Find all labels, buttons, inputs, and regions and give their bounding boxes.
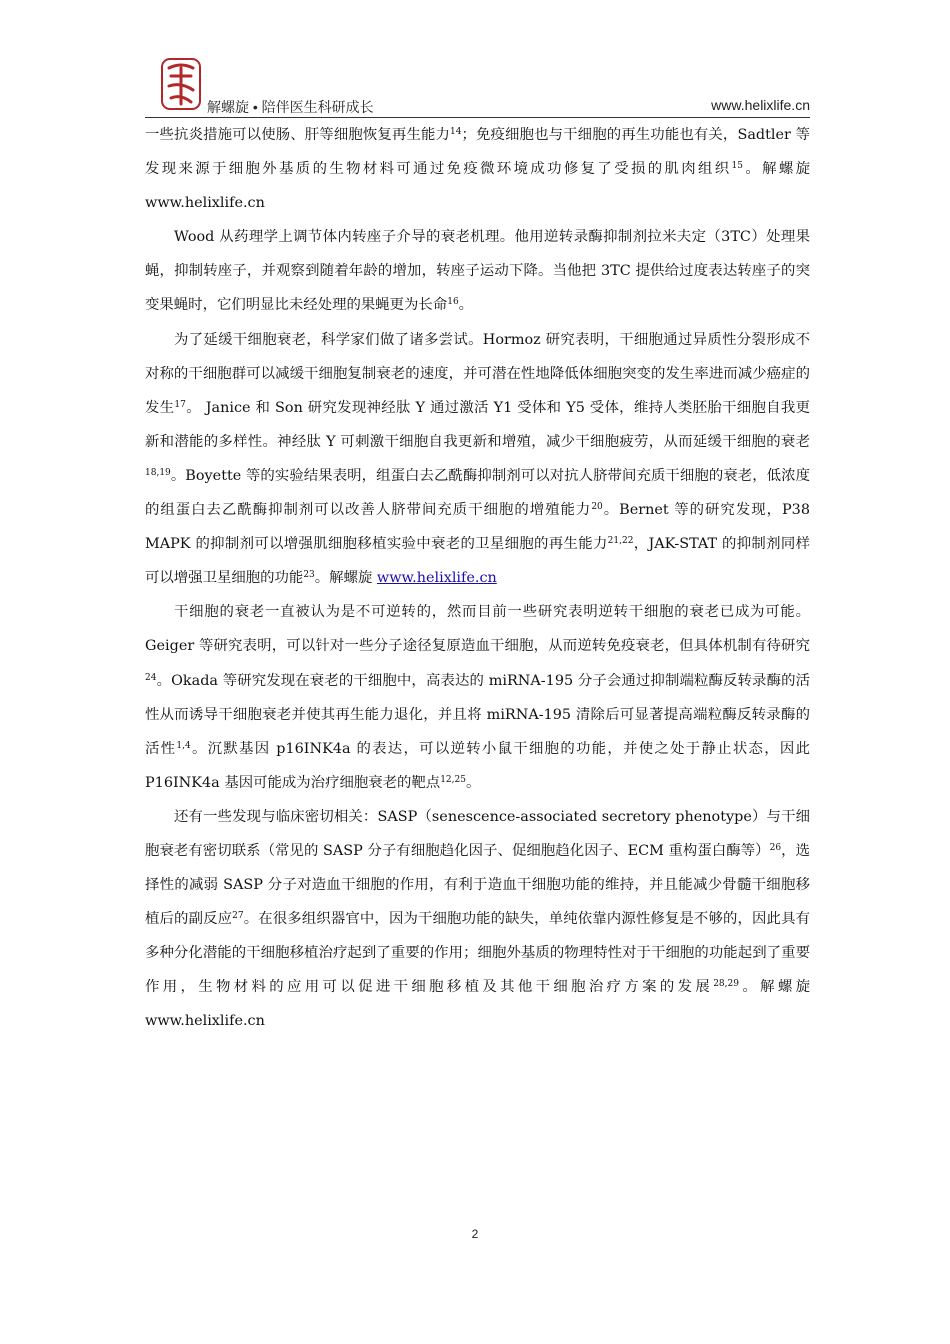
article-body [145, 118, 810, 1039]
paragraph-5: 还有一些发现与临床密切相关：SASP（senescence-associated secretory phenotype）与干细胞衰老有密切联系（常见的 SASP 分子有细胞趋化因子、促细胞趋化因子、ECM 重构蛋白酶等）$^{26}$，选择性的减弱 SASP 分子对造血干细胞的作用，有利于造血干细胞功能的维持，并且能减少骨髓干细胞移植后的副反应$^{27}$。在很多组织器官中，因为干细胞功能的缺失，单纯依靠内源性修复是不够的，因此具有多种分化潜能的干细胞移植治疗起到了重要的作用；细胞外基质的物理特性对于干细胞的功能起到了重要作用，生物材料的应用可以促进干细胞移植及其他干细胞治疗方案的发展$^{28,29}$。解螺旋 www.helixlife.cn [145, 808, 810, 1030]
paragraph-1: 一些抗炎措施可以使肠、肝等细胞恢复再生能力$^{14}$；免疫细胞也与干细胞的再生功能也有关，Sadtler 等发现来源于细胞外基质的生物材料可通过免疫微环境成功修复了受损的肌肉组织$^{15}$。解螺旋 www.helixlife.cn [145, 127, 810, 212]
header-website[interactable]: www.helixlife.cn [711, 97, 810, 113]
page-header [145, 56, 810, 118]
page-number: 2 [471, 1227, 479, 1241]
helix-seal-logo [159, 56, 203, 112]
header-slogan: 解螺旋 • 陪伴医生科研成长 [207, 99, 374, 115]
paragraph-3: 为了延缓干细胞衰老，科学家们做了诸多尝试。Hormoz 研究表明，干细胞通过异质性分裂形成不对称的干细胞群可以减缓干细胞复制衰老的速度，并可潜在性地降低体细胞突变的发生率进而减少癌症的发生$^{17}$。 Janice 和 Son 研究发现神经肽 Y 通过激活 Y1 受体和 Y5 受体，维持人类胚胎干细胞自我更新和潜能的多样性。神经肽 Y 可刺激干细胞自我更新和增殖，减少干细胞疲劳，从而延缓干细胞的衰老$^{18,19}$。Boyette 等的实验结果表明，组蛋白去乙酰酶抑制剂可以对抗人脐带间充质干细胞的衰老，低浓度的组蛋白去乙酰酶抑制剂可以改善人脐带间充质干细胞的增殖能力$^{20}$。Bernet 等的研究发现，P38 MAPK 的抑制剂可以增强肌细胞移植实验中衰老的卫星细胞的再生能力$^{21,22}$，JAK-STAT 的抑制剂同样可以增强卫星细胞的功能$^{23}$。解螺旋 www.helixlife.cn [145, 331, 810, 587]
helixlife-link[interactable]: www.helixlife.cn [376, 570, 497, 587]
paragraph-4: 干细胞的衰老一直被认为是不可逆转的，然而目前一些研究表明逆转干细胞的衰老已成为可能。Geiger 等研究表明，可以针对一些分子途径复原造血干细胞，从而逆转免疫衰老，但具体机制有待研究$^{24}$。Okada 等研究发现在衰老的干细胞中，高表达的 miRNA-195 分子会通过抑制端粒酶反转录酶的活性从而诱导干细胞衰老并使其再生能力退化，并且将 miRNA-195 清除后可显著提高端粒酶反转录酶的活性$^{1,4}$。沉默基因 p16INK4a 的表达，可以逆转小鼠干细胞的功能，并使之处于静止状态，因此 P16INK4a 基因可能成为治疗细胞衰老的靶点$^{12,25}$。 [145, 604, 810, 791]
paragraph-2: Wood 从药理学上调节体内转座子介导的衰老机理。他用逆转录酶抑制剂拉米夫定（3TC）处理果蝇，抑制转座子，并观察到随着年龄的增加，转座子运动下降。当他把 3TC 提供给过度表达转座子的突变果蝇时，它们明显比未经处理的果蝇更为长命$^{16}$。 [145, 229, 810, 314]
